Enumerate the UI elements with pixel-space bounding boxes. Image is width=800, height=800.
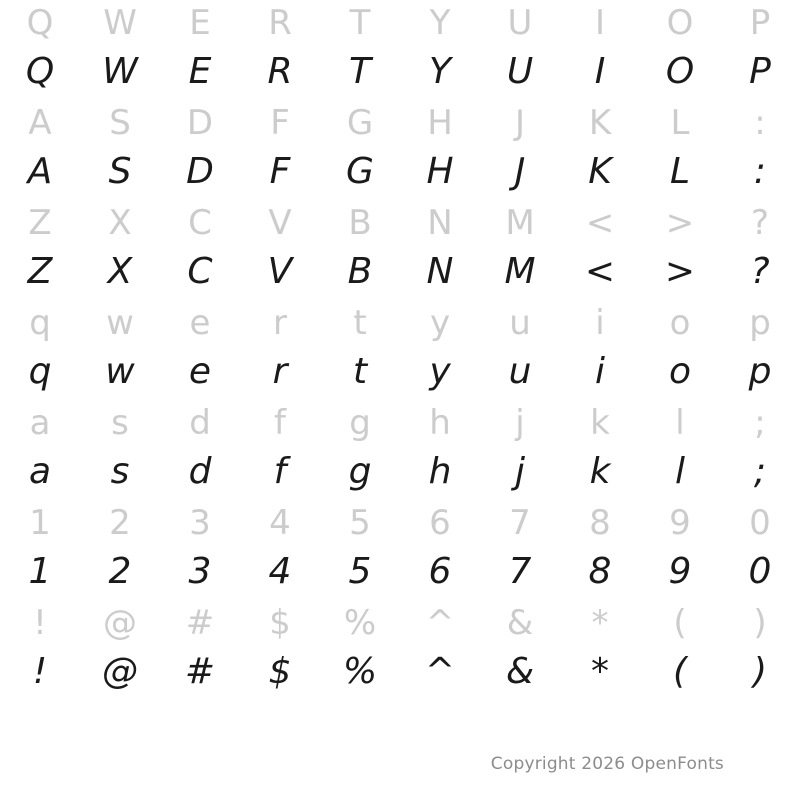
glyph-cell: C: [188, 203, 212, 243]
glyph-cell: g: [348, 451, 372, 492]
glyph-cell: Z: [27, 251, 53, 292]
glyph-cell: Q: [25, 51, 55, 92]
glyph-row-reference: [0, 200, 800, 250]
glyph-cell: y: [429, 351, 451, 392]
glyph-cell: G: [346, 151, 374, 192]
glyph-cell: >: [665, 203, 695, 243]
glyph-cell: E: [189, 3, 211, 43]
glyph-cell: u: [509, 303, 531, 343]
glyph-row-specimen: [0, 50, 800, 100]
glyph-cell: R: [268, 3, 292, 43]
glyph-row-reference: [0, 100, 800, 150]
glyph-cell: s: [110, 451, 130, 492]
glyph-cell: k: [589, 451, 611, 492]
glyph-cell: w: [105, 351, 135, 392]
glyph-cell: !: [32, 651, 48, 692]
glyph-row-specimen: [0, 250, 800, 300]
glyph-cell: *: [591, 603, 609, 643]
glyph-cell: J: [514, 103, 526, 143]
glyph-cell: (: [672, 651, 688, 692]
glyph-cell: 8: [588, 551, 612, 592]
glyph-cell: 0: [748, 551, 772, 592]
glyph-cell: #: [185, 603, 215, 643]
glyph-cell: a: [29, 403, 51, 443]
glyph-cell: f: [273, 451, 287, 492]
glyph-cell: G: [346, 103, 374, 143]
glyph-cell: ;: [753, 451, 767, 492]
glyph-cell: :: [753, 151, 767, 192]
glyph-cell: y: [429, 303, 451, 343]
glyph-cell: Q: [26, 3, 54, 43]
glyph-cell: ;: [754, 403, 766, 443]
glyph-cell: 9: [669, 503, 691, 543]
glyph-cell: &: [506, 603, 534, 643]
glyph-cell: W: [102, 51, 138, 92]
glyph-cell: <: [585, 203, 615, 243]
glyph-cell: W: [103, 3, 137, 43]
glyph-cell: w: [106, 303, 134, 343]
glyph-cell: P: [749, 51, 771, 92]
glyph-cell: 7: [509, 503, 531, 543]
glyph-cell: &: [505, 651, 535, 692]
glyph-cell: ^: [425, 603, 455, 643]
glyph-cell: T: [349, 3, 371, 43]
glyph-cell: 1: [28, 551, 52, 592]
glyph-cell: a: [28, 451, 52, 492]
glyph-cell: N: [426, 251, 454, 292]
glyph-cell: O: [666, 3, 694, 43]
glyph-cell: U: [506, 51, 534, 92]
glyph-cell: p: [748, 351, 772, 392]
glyph-cell: @: [103, 603, 137, 643]
glyph-cell: J: [514, 151, 526, 192]
glyph-cell: N: [427, 203, 453, 243]
glyph-cell: h: [429, 403, 451, 443]
glyph-cell: %: [342, 651, 378, 692]
glyph-cell: u: [508, 351, 532, 392]
glyph-cell: H: [427, 103, 453, 143]
glyph-cell: l: [675, 403, 685, 443]
glyph-cell: ?: [750, 251, 770, 292]
glyph-cell: C: [187, 251, 213, 292]
glyph-row-reference: [0, 500, 800, 550]
glyph-cell: %: [343, 603, 377, 643]
glyph-cell: 3: [188, 551, 212, 592]
glyph-cell: F: [270, 103, 290, 143]
glyph-cell: *: [591, 651, 609, 692]
glyph-row-specimen: [0, 350, 800, 400]
glyph-cell: 9: [668, 551, 692, 592]
glyph-cell: T: [349, 51, 371, 92]
glyph-cell: V: [268, 203, 292, 243]
glyph-cell: D: [186, 151, 214, 192]
glyph-cell: K: [588, 103, 612, 143]
glyph-row-reference: [0, 400, 800, 450]
glyph-cell: i: [595, 303, 605, 343]
glyph-cell: 0: [749, 503, 771, 543]
glyph-cell: l: [674, 451, 685, 492]
glyph-row-reference: [0, 300, 800, 350]
glyph-cell: t: [352, 351, 368, 392]
glyph-cell: p: [749, 303, 771, 343]
glyph-cell: S: [108, 151, 132, 192]
glyph-cell: 2: [109, 503, 131, 543]
glyph-cell: L: [670, 103, 690, 143]
glyph-cell: M: [505, 203, 535, 243]
glyph-cell: ^: [424, 651, 456, 692]
glyph-cell: $: [269, 603, 291, 643]
glyph-cell: @: [102, 651, 138, 692]
glyph-cell: I: [594, 3, 606, 43]
glyph-cell: E: [188, 51, 212, 92]
glyph-cell: F: [269, 151, 291, 192]
glyph-cell: k: [590, 403, 610, 443]
glyph-cell: q: [29, 303, 51, 343]
glyph-row-specimen: [0, 550, 800, 600]
glyph-cell: t: [353, 303, 367, 343]
glyph-cell: P: [749, 3, 771, 43]
glyph-cell: d: [188, 451, 212, 492]
glyph-cell: q: [28, 351, 52, 392]
glyph-cell: I: [594, 51, 606, 92]
glyph-row-specimen: [0, 650, 800, 700]
glyph-cell: ?: [750, 203, 770, 243]
glyph-cell: s: [111, 403, 129, 443]
glyph-cell: K: [588, 151, 612, 192]
glyph-cell: B: [348, 203, 372, 243]
glyph-cell: h: [428, 451, 452, 492]
glyph-cell: !: [33, 603, 47, 643]
glyph-cell: 8: [589, 503, 611, 543]
glyph-cell: 2: [108, 551, 132, 592]
glyph-cell: B: [347, 251, 373, 292]
glyph-cell: 7: [508, 551, 532, 592]
glyph-cell: 5: [349, 503, 371, 543]
glyph-cell: 6: [429, 503, 451, 543]
glyph-cell: d: [189, 403, 211, 443]
glyph-cell: U: [507, 3, 533, 43]
glyph-cell: ): [753, 603, 767, 643]
glyph-cell: R: [267, 51, 293, 92]
glyph-cell: (: [673, 603, 687, 643]
glyph-cell: X: [107, 251, 133, 292]
copyright-notice: Copyright 2026 OpenFonts: [490, 754, 724, 774]
glyph-cell: 3: [189, 503, 211, 543]
glyph-cell: Y: [429, 3, 451, 43]
glyph-cell: 4: [268, 551, 292, 592]
glyph-cell: :: [754, 103, 766, 143]
glyph-cell: 1: [29, 503, 51, 543]
glyph-cell: i: [594, 351, 605, 392]
glyph-cell: #: [184, 651, 216, 692]
glyph-cell: A: [28, 103, 52, 143]
glyph-row-specimen: [0, 150, 800, 200]
glyph-cell: g: [349, 403, 371, 443]
glyph-cell: r: [273, 303, 287, 343]
glyph-cell: V: [267, 251, 293, 292]
glyph-cell: r: [272, 351, 288, 392]
glyph-cell: D: [186, 103, 214, 143]
glyph-cell: f: [274, 403, 286, 443]
glyph-cell: e: [188, 351, 212, 392]
glyph-cell: A: [27, 151, 53, 192]
glyph-cell: M: [504, 251, 536, 292]
glyph-cell: $: [268, 651, 292, 692]
glyph-cell: j: [514, 451, 525, 492]
glyph-cell: >: [664, 251, 696, 292]
glyph-cell: o: [669, 303, 691, 343]
glyph-cell: 5: [348, 551, 372, 592]
glyph-cell: e: [189, 303, 211, 343]
glyph-cell: L: [669, 151, 691, 192]
glyph-row-specimen: [0, 450, 800, 500]
glyph-cell: 6: [428, 551, 452, 592]
glyph-cell: o: [668, 351, 692, 392]
glyph-cell: 4: [269, 503, 291, 543]
glyph-cell: j: [515, 403, 525, 443]
glyph-cell: Y: [429, 51, 451, 92]
glyph-cell: H: [426, 151, 454, 192]
glyph-cell: ): [752, 651, 768, 692]
glyph-row-reference: [0, 600, 800, 650]
glyph-cell: S: [109, 103, 131, 143]
glyph-row-reference: [0, 0, 800, 50]
glyph-cell: <: [584, 251, 616, 292]
glyph-cell: O: [665, 51, 695, 92]
glyph-cell: X: [108, 203, 132, 243]
glyph-cell: Z: [28, 203, 52, 243]
